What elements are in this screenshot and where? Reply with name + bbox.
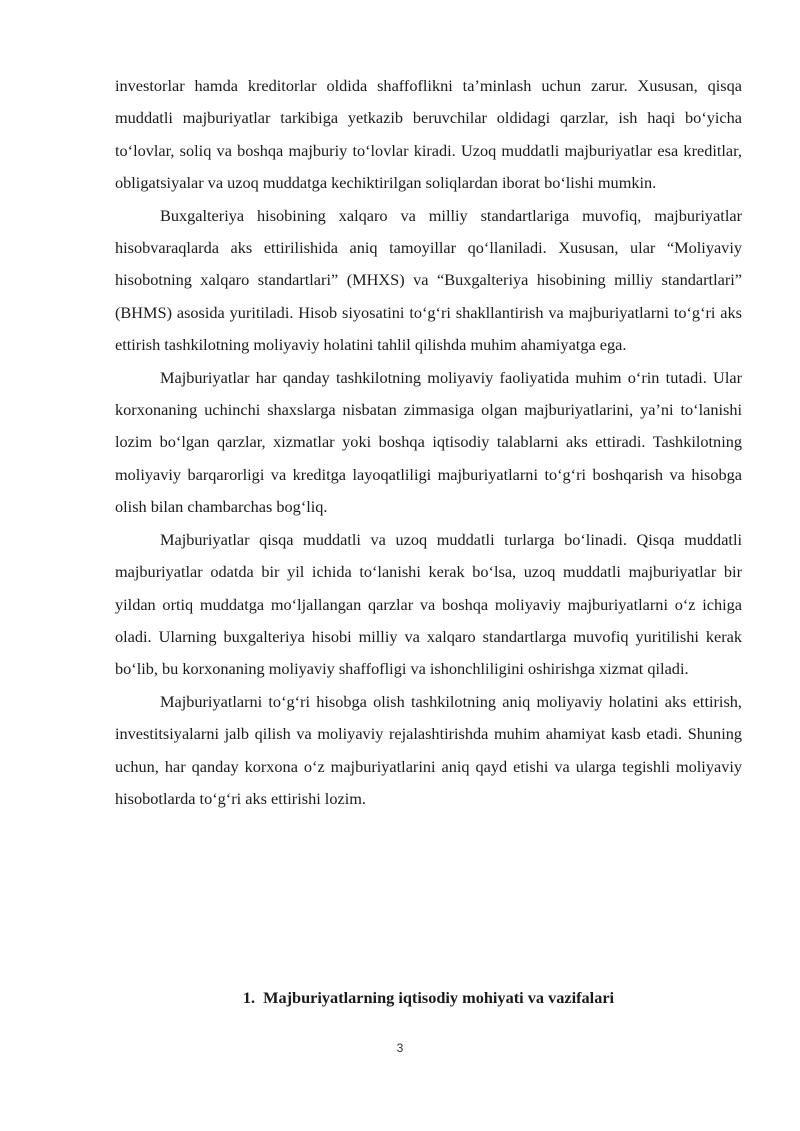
paragraph-5: Majburiyatlarni to‘g‘ri hisobga olish tashkilotning aniq moliyaviy holatini aks ettirish, investitsiyalarni jalb qilish va moliyaviy rejalashtirishda muhim ahamiyat kasb etadi. Shuning uchun, har qanday korxona o‘z majburiyatlarini aniq qayd etishi va ularga tegishli moliyaviy hisobotlarda to‘g‘ri aks ettirishi lozim. [115, 691, 742, 808]
section-number: 1. [242, 988, 256, 1007]
section-title: Majburiyatlarning iqtisodiy mohiyati va vazifalari [263, 988, 615, 1007]
document-page [115, 70, 742, 1007]
paragraph-1: investorlar hamda kreditorlar oldida shaffoflikni ta’minlash uchun zarur. Xususan, qisqa muddatli majburiyatlar tarkibiga yetkazib beruvchilar oldidagi qarzlar, ish haqi bo‘yicha to‘lovlar, soliq va boshqa majburiy to‘lovlar kiradi. Uzoq muddatli majburiyatlar esa kreditlar, obligatsiyalar va uzoq muddatga kechiktirilgan soliqlardan iborat bo‘lishi mumkin. [115, 76, 742, 193]
paragraph-3: Majburiyatlar har qanday tashkilotning moliyaviy faoliyatida muhim o‘rin tutadi. Ular korxonaning uchinchi shaxslarga nisbatan zimmasiga olgan majburiyatlarini, ya’ni to‘lanishi lozim bo‘lgan qarzlar, xizmatlar yoki boshqa iqtisodiy talablarni aks ettiradi. Tashkilotning moliyaviy barqarorligi va kreditga layoqatliligi majburiyatlarni to‘g‘ri boshqarish va hisobga olish bilan chambarchas bog‘liq. [115, 367, 742, 517]
section-heading [115, 982, 742, 1014]
paragraph-4: Majburiyatlar qisqa muddatli va uzoq muddatli turlarga bo‘linadi. Qisqa muddatli majburiyatlar odatda bir yil ichida to‘lanishi kerak bo‘lsa, uzoq muddatli majburiyatlar bir yildan ortiq muddatga mo‘ljallangan qarzlar va boshqa moliyaviy majburiyatlarni o‘z ichiga oladi. Ularning buxgalteriya hisobi milliy va xalqaro standartlarga muvofiq yuritilishi kerak bo‘lib, bu korxonaning moliyaviy shaffofligi va ishonchliligini oshirishga xizmat qiladi. [115, 529, 742, 679]
paragraph-2: Buxgalteriya hisobining xalqaro va milliy standartlariga muvofiq, majburiyatlar hisobvaraqlarda aks ettirilishida aniq tamoyillar qo‘llaniladi. Xususan, ular “Moliyaviy hisobotning xalqaro standartlari” (MHXS) va “Buxgalteriya hisobining milliy standartlari” (BHMS) asosida yuritiladi. Hisob siyosatini to‘g‘ri shakllantirish va majburiyatlarni to‘g‘ri aks ettirish tashkilotning moliyaviy holatini tahlil qilishda muhim ahamiyatga ega. [115, 205, 742, 355]
page-number: 3 [396, 1041, 404, 1055]
